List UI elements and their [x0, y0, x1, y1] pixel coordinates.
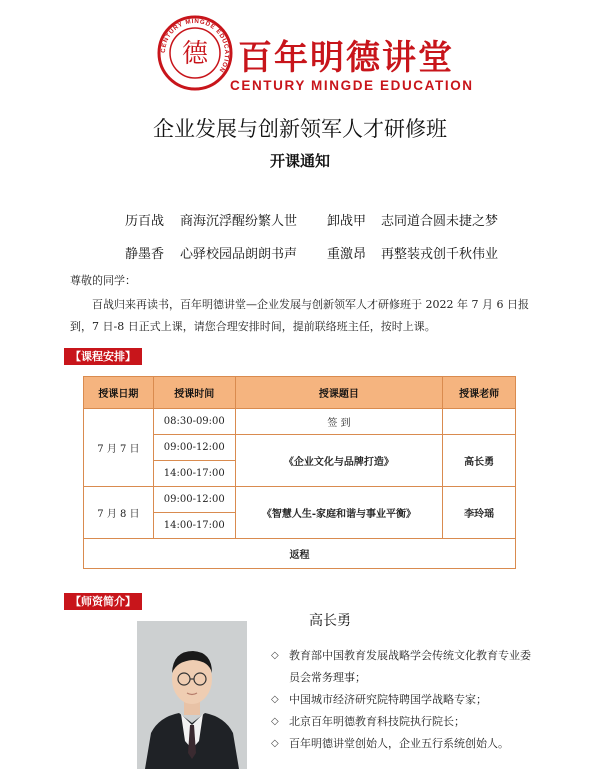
poem-line-4-text: 再整装戎创千秋伟业: [381, 247, 499, 262]
diamond-outline-icon: ◇: [271, 650, 279, 661]
header-date: 授课日期: [84, 377, 154, 409]
table-row: [84, 409, 516, 435]
day1-signin: 签 到: [235, 409, 442, 435]
poem-line-1-text: 商海沉浮醒纷繁人世: [180, 214, 298, 229]
list-item: [271, 645, 541, 689]
poem-line-4-label: 重激昂: [327, 247, 367, 262]
diamond-outline-icon: ◇: [271, 716, 279, 727]
bio-text: 教育部中国教育发展战略学会传统文化教育专业委员会常务理事；: [289, 649, 531, 684]
poem-line-2-label: 卸战甲: [327, 214, 367, 229]
document-subtitle: 开课通知: [269, 152, 330, 170]
bio-text: 中国城市经济研究院特聘国学战略专家；: [289, 693, 487, 706]
brand-logo: [150, 8, 474, 98]
seal-icon: [156, 14, 234, 92]
diamond-outline-icon: ◇: [271, 694, 279, 705]
seal-character: 德: [181, 39, 209, 69]
poem-line-3-label: 静墨香: [125, 247, 165, 262]
day2-topic: 《智慧人生-家庭和谐与事业平衡》: [235, 487, 442, 539]
poem-line-3-text: 心驿校园品朗朗书声: [180, 247, 298, 262]
day1-teacher: 高长勇: [443, 435, 516, 487]
teacher-photo: [137, 621, 247, 769]
document-title: 企业发展与创新领军人才研修班: [153, 117, 447, 141]
notice-body: 百战归来再读书，百年明德讲堂—企业发展与创新领军人才研修班于 2022 年 7 月 6 日报到，7 日-8 日正式上课，请您合理安排时间，提前联络班主任，按时上课。: [70, 298, 529, 333]
day2-time-1: 09:00-12:00: [153, 487, 235, 513]
day1-time-3: 14:00-17:00: [153, 461, 235, 487]
table-header-row: [84, 377, 516, 409]
table-row: [84, 539, 516, 569]
day1-signin-teacher: [443, 409, 516, 435]
header-topic: 授课题目: [235, 377, 442, 409]
logo-english-name: CENTURY MINGDE EDUCATION: [230, 78, 474, 93]
day1-time-1: 08:30-09:00: [153, 409, 235, 435]
schedule-table: [83, 376, 516, 569]
list-item: [271, 689, 541, 711]
day2-date: 7 月 8 日: [84, 487, 154, 539]
portrait-image: [137, 621, 247, 769]
teacher-bio-list: [271, 645, 541, 755]
bio-text: 百年明德讲堂创始人，企业五行系统创始人。: [289, 737, 509, 750]
diamond-outline-icon: ◇: [271, 738, 279, 749]
logo-chinese-name: 百年明德讲堂: [238, 38, 454, 78]
table-row: [84, 487, 516, 513]
header-teacher: 授课老师: [443, 377, 516, 409]
seal-ring-text: CENTURY MINGDE EDUCATION: [159, 17, 231, 74]
teacher-name: 高长勇: [309, 613, 351, 629]
day1-date: 7 月 7 日: [84, 409, 154, 487]
day1-topic: 《企业文化与品牌打造》: [235, 435, 442, 487]
day2-teacher: 李玲瑶: [443, 487, 516, 539]
schedule-section-label: 【课程安排】: [64, 348, 142, 365]
list-item: [271, 711, 541, 733]
day1-time-2: 09:00-12:00: [153, 435, 235, 461]
bio-text: 北京百年明德教育科技院执行院长；: [289, 715, 465, 728]
return-row: 返程: [84, 539, 516, 569]
greeting: 尊敬的同学：: [70, 274, 136, 287]
poem-line-2-text: 志同道合圆未捷之梦: [381, 214, 499, 229]
poem-line-1-label: 历百战: [125, 214, 165, 229]
day2-time-2: 14:00-17:00: [153, 513, 235, 539]
list-item: [271, 733, 541, 755]
faculty-section-label: 【师资简介】: [64, 593, 142, 610]
header-time: 授课时间: [153, 377, 235, 409]
